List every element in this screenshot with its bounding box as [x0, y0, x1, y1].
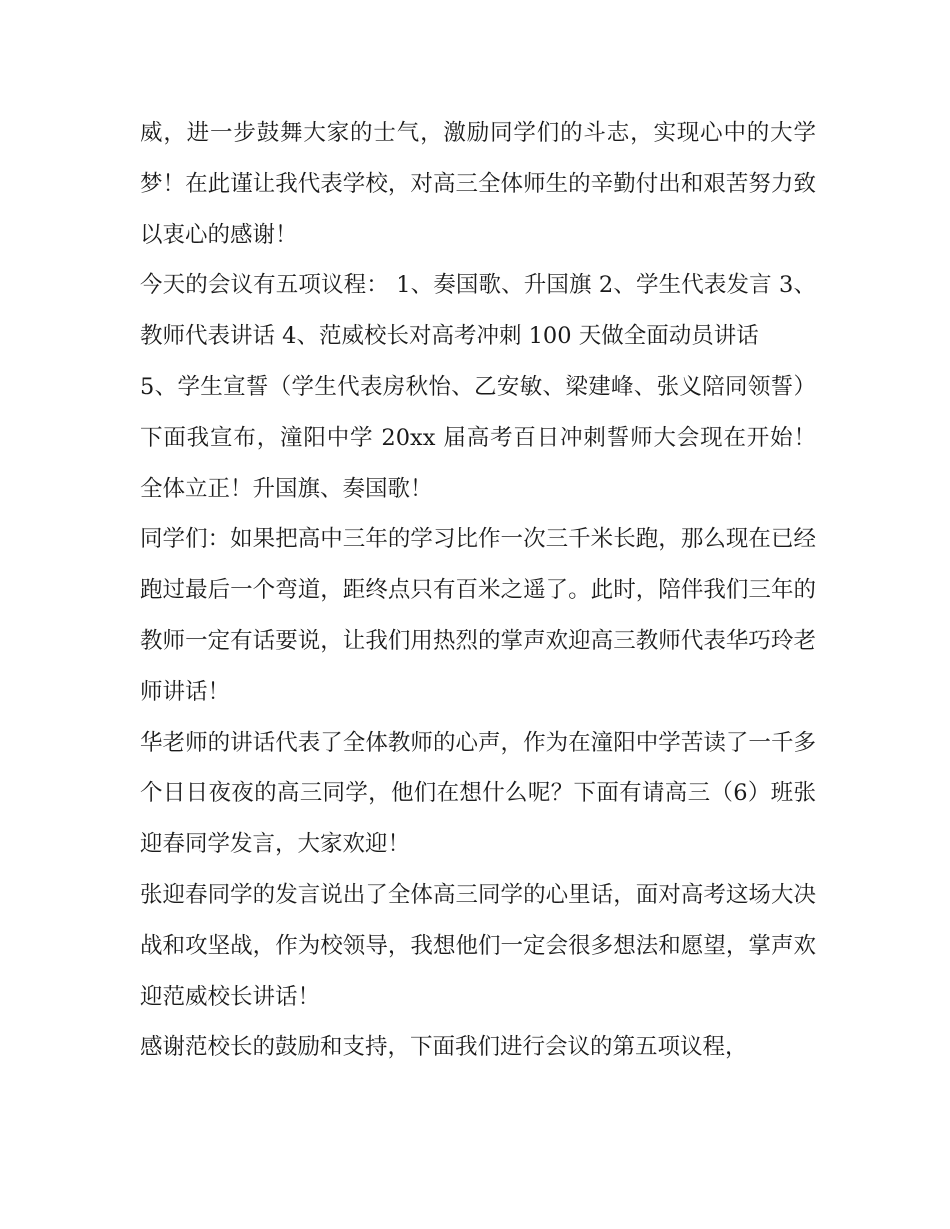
paragraph-6: 张迎春同学的发言说出了全体高三同学的心里话，面对高考这场大决战和攻坚战，作为校领导，我想他们一定会很多想法和愿望，掌声欢迎范威校长讲话！	[140, 881, 816, 1010]
paragraph-5: 华老师的讲话代表了全体教师的心声，作为在潼阳中学苦读了一千多个日日夜夜的高三同学，他们在想什么呢？下面有请高三（6）班张迎春同学发言，大家欢迎！	[140, 729, 816, 858]
document-body	[140, 108, 816, 1073]
paragraph-3: 5、学生宣誓（学生代表房秋怡、乙安敏、梁建峰、张义陪同领誓） 下面我宣布，潼阳中学 20xx 届高考百日冲刺誓师大会现在开始！ 全体立正！升国旗、奏国歌！	[140, 373, 816, 502]
paragraph-7: 感谢范校长的鼓励和支持，下面我们进行会议的第五项议程，	[140, 1034, 748, 1061]
paragraph-1: 威，进一步鼓舞大家的士气，激励同学们的斗志，实现心中的大学梦！在此谨让我代表学校，对高三全体师生的辛勤付出和艰苦努力致以衷心的感谢！	[140, 120, 816, 248]
paragraph-4: 同学们：如果把高中三年的学习比作一次三千米长跑，那么现在已经跑过最后一个弯道，距终点只有百米之遥了。此时，陪伴我们三年的教师一定有话要说，让我们用热烈的掌声欢迎高三教师代表华巧玲老师讲话！	[140, 526, 816, 705]
paragraph-2: 今天的会议有五项议程： 1、奏国歌、升国旗 2、学生代表发言 3、教师代表讲话 4、范威校长对高考冲刺 100 天做全面动员讲话	[140, 272, 816, 350]
